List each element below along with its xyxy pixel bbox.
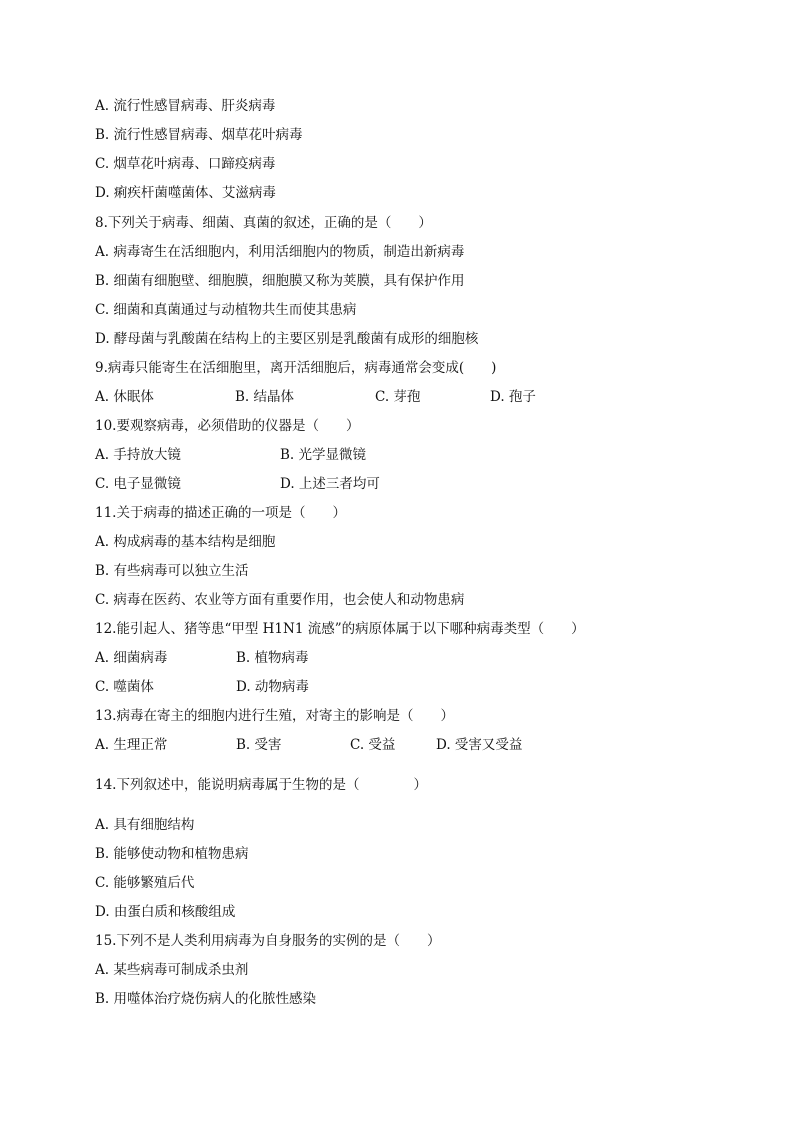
q10-option-a: A. 手持放大镜 <box>95 447 181 463</box>
q7-option-c: C. 烟草花叶病毒、口蹄疫病毒 <box>95 156 276 172</box>
q13-option-b: B. 受害 <box>236 737 282 753</box>
q8-option-b: B. 细菌有细胞壁、细胞膜，细胞膜又称为荚膜，具有保护作用 <box>95 273 465 289</box>
q8-option-d: D. 酵母菌与乳酸菌在结构上的主要区别是乳酸菌有成形的细胞核 <box>95 331 479 347</box>
q14-option-c: C. 能够繁殖后代 <box>95 875 195 891</box>
q9-option-c: C. 芽孢 <box>375 389 421 405</box>
q14-option-d: D. 由蛋白质和核酸组成 <box>95 904 236 920</box>
q14-option-a: A. 具有细胞结构 <box>95 817 195 833</box>
q7-option-b: B. 流行性感冒病毒、烟草花叶病毒 <box>95 127 303 143</box>
q11-option-b: B. 有些病毒可以独立生活 <box>95 563 249 579</box>
q9-option-b: B. 结晶体 <box>235 389 295 405</box>
q11-option-c: C. 病毒在医药、农业等方面有重要作用，也会使人和动物患病 <box>95 592 465 608</box>
q8-stem: 8.下列关于病毒、细菌、真菌的叙述，正确的是（ ） <box>95 215 432 231</box>
q10-option-c: C. 电子显微镜 <box>95 476 181 492</box>
q14-option-b: B. 能够使动物和植物患病 <box>95 846 249 862</box>
q12-option-d: D. 动物病毒 <box>236 679 309 695</box>
q8-option-a: A. 病毒寄生在活细胞内，利用活细胞内的物质，制造出新病毒 <box>95 244 465 260</box>
q10-option-d: D. 上述三者均可 <box>280 476 380 492</box>
q9-stem: 9.病毒只能寄生在活细胞里，离开活细胞后，病毒通常会变成( ) <box>95 360 497 376</box>
q9-option-d: D. 孢子 <box>490 389 536 405</box>
q15-option-b: B. 用噬体治疗烧伤病人的化脓性感染 <box>95 991 317 1007</box>
q12-option-b: B. 植物病毒 <box>236 650 309 666</box>
q10-option-b: B. 光学显微镜 <box>280 447 367 463</box>
q7-option-a: A. 流行性感冒病毒、肝炎病毒 <box>95 98 276 114</box>
q13-option-c: C. 受益 <box>350 737 396 753</box>
q13-stem: 13.病毒在寄主的细胞内进行生殖，对寄主的影响是（ ） <box>95 708 454 724</box>
q11-stem: 11.关于病毒的描述正确的一项是（ ） <box>95 505 346 521</box>
q13-option-a: A. 生理正常 <box>95 737 168 753</box>
q9-option-a: A. 休眠体 <box>95 389 154 405</box>
q12-option-c: C. 噬菌体 <box>95 679 154 695</box>
q15-option-a: A. 某些病毒可制成杀虫剂 <box>95 962 249 978</box>
q12-option-a: A. 细菌病毒 <box>95 650 168 666</box>
q8-option-c: C. 细菌和真菌通过与动植物共生而使其患病 <box>95 302 357 318</box>
q12-stem: 12.能引起人、猪等患“甲型 H1N1 流感”的病原体属于以下哪种病毒类型（ ） <box>95 621 585 637</box>
q15-stem: 15.下列不是人类利用病毒为自身服务的实例的是（ ） <box>95 933 441 949</box>
q11-option-a: A. 构成病毒的基本结构是细胞 <box>95 534 276 550</box>
q7-option-d: D. 痢疾杆菌噬菌体、艾滋病毒 <box>95 185 276 201</box>
q10-stem: 10.要观察病毒，必须借助的仪器是（ ） <box>95 418 360 434</box>
q14-stem: 14.下列叙述中，能说明病毒属于生物的是（ ） <box>95 777 427 793</box>
q13-option-d: D. 受害又受益 <box>436 737 523 753</box>
